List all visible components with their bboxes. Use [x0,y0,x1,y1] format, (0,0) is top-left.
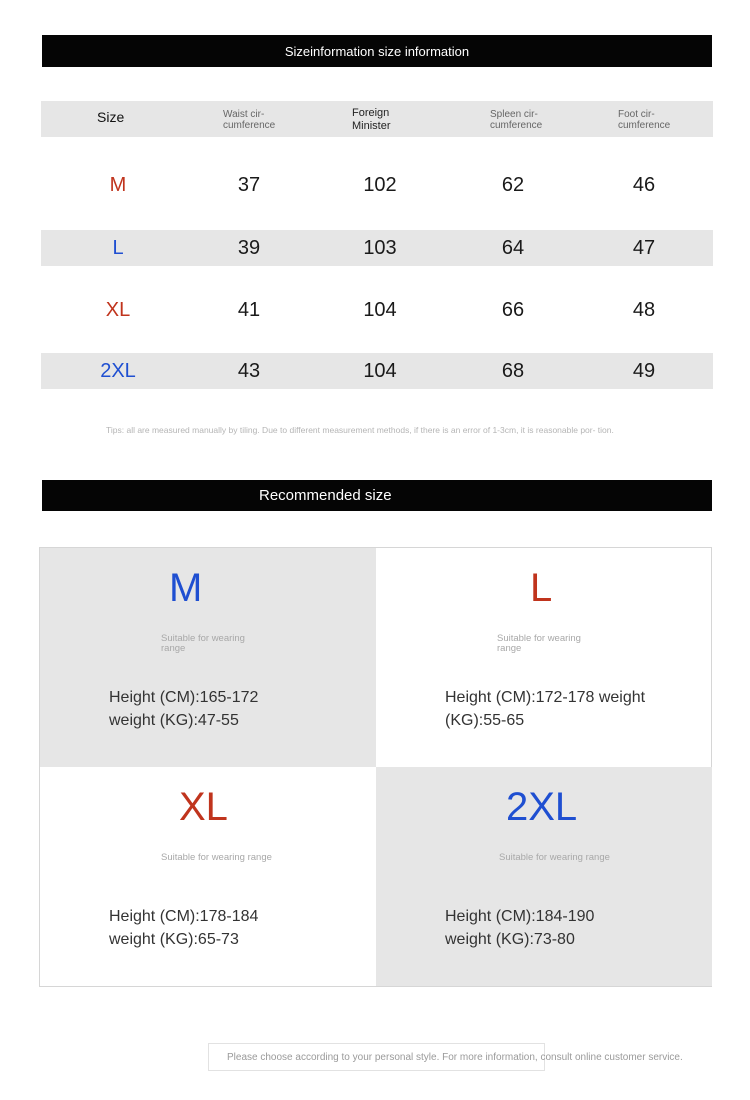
size-card-detail [109,686,359,732]
size-card-label: XL [179,785,228,829]
size-info-banner [42,35,712,67]
table-row [41,353,713,389]
range-label: Suitable for wearing range [161,633,245,654]
height-range: Height (CM):184-190 [445,908,595,925]
header-spleen: Spleen cir- cumference [490,109,543,131]
row-foreign: 102 [363,174,397,196]
row-waist: 41 [237,299,261,321]
size-card-label: 2XL [506,785,578,829]
footer-note: Please choose according to your personal style. For more information, consult online customer service. [227,1052,683,1063]
row-size-label: XL [105,299,131,321]
table-row [41,167,713,203]
row-spleen: 66 [501,299,525,321]
size-table-header [41,101,713,137]
measurement-tips: Tips: all are measured manually by tiling. Due to different measurement methods, if there is an error of 1-3cm, it is reasonable por- tion. [106,425,614,435]
range-label: Suitable for wearing range [497,633,581,654]
height-range: Height (CM):178-184 [109,908,259,925]
size-card-xl [40,767,376,986]
header-size: Size [97,109,125,125]
weight-range: weight (KG):73-80 [445,931,575,948]
row-size-label: M [109,174,127,196]
size-card-label: M [169,566,203,610]
row-foot: 48 [632,299,656,321]
row-foot: 49 [632,360,656,382]
recommended-size-grid [39,547,712,987]
footer-note-box [208,1043,683,1071]
size-card-detail [445,686,695,732]
row-foreign: 104 [363,360,397,382]
size-card-2xl [376,767,712,986]
row-foreign: 104 [363,299,397,321]
height-range: Height (CM):165-172 [109,689,259,706]
row-foreign: 103 [363,237,397,259]
row-size-label: L [112,237,124,259]
size-card-label: L [530,566,553,610]
recommended-size-banner [42,480,712,511]
header-waist: Waist cir- cumference [223,109,276,131]
range-label: Suitable for wearing range [499,852,610,863]
size-card-detail [445,905,695,951]
weight-range: weight (KG):47-55 [109,712,239,729]
size-info-title: Sizeinformation size information [284,43,470,59]
height-range: Height (CM):172-178 weight [445,689,646,706]
row-foot: 47 [632,237,656,259]
header-foreign-minister: Foreign Minister [352,107,391,132]
row-size-label: 2XL [100,360,136,382]
row-spleen: 68 [501,360,525,382]
table-row [41,230,713,266]
row-foot: 46 [632,174,656,196]
size-card-detail [109,905,359,951]
range-label: Suitable for wearing range [161,852,272,863]
row-spleen: 62 [501,174,525,196]
weight-range: weight (KG):65-73 [109,931,239,948]
row-spleen: 64 [501,237,525,259]
recommended-size-title: Recommended size [259,487,392,504]
size-card-m [40,548,376,767]
row-waist: 37 [237,174,261,196]
weight-range: (KG):55-65 [445,712,525,729]
size-card-l [376,548,712,767]
row-waist: 39 [237,237,261,259]
header-foot: Foot cir- cumference [618,109,671,131]
table-row [41,292,713,328]
row-waist: 43 [237,360,261,382]
